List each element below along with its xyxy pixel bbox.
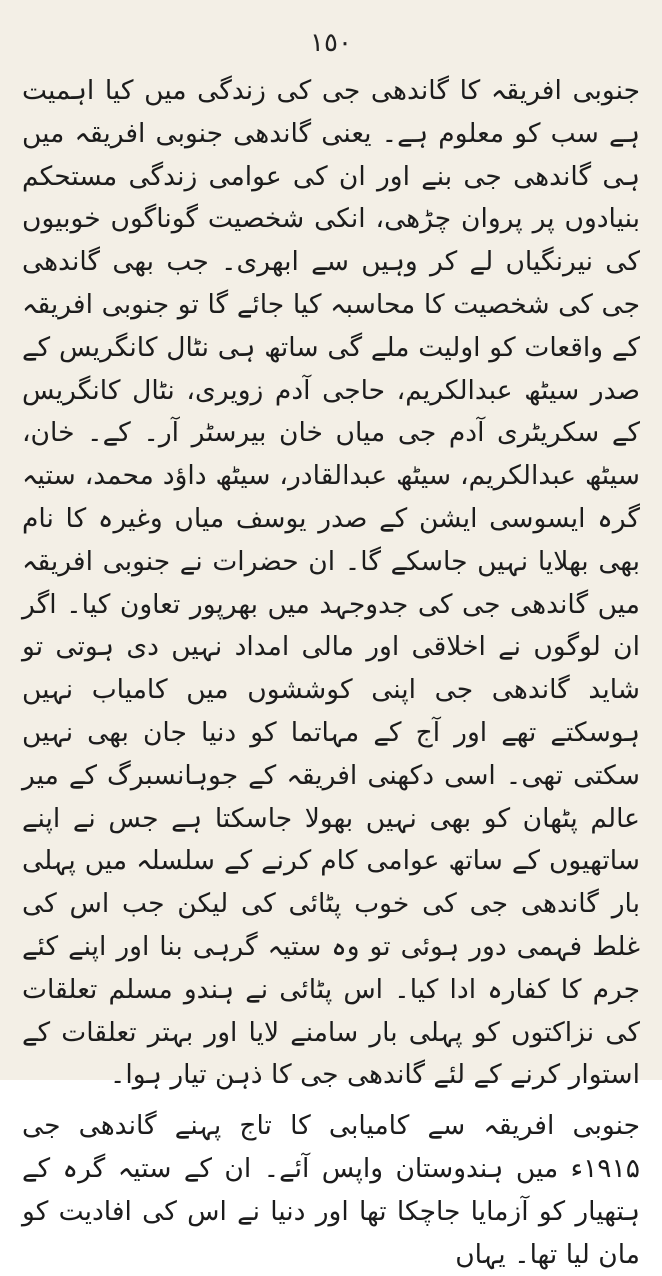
paragraph-1: جنوبی افریقہ کا گاندھی جی کی زندگی میں کیا اہمیت ہے سب کو معلوم ہے۔ یعنی گاندھی جنوبی افریقہ میں ہی گاندھی جی بنے اور ان کی عوامی زندگی مستحکم بنیادوں پر پروان چڑھی، انکی شخصیت گوناگوں خوبیوں کی نیرنگیاں لے کر وہیں سے ابھری۔ جب بھی گاندھی جی کی شخصیت کا محاسبہ کیا جائے گا تو جنوبی افریقہ کے واقعات کو اولیت ملے گی ساتھ ہی نٹال کانگریس کے صدر سیٹھ عبدالکریم، حاجی آدم زویری، نٹال کانگریس کے سکریٹری آدم جی میاں خان بیرسٹر آر۔ کے۔ خان، سیٹھ عبدالکریم، سیٹھ عبدالقادر، سیٹھ داؤد محمد، ستیہ گرہ ایسوسی ایشن کے صدر یوسف میاں وغیرہ کا نام بھی بھلایا نہیں جاسکے گا۔ ان حضرات نے جنوبی افریقہ میں گاندھی جی کی جدوجہد میں بھرپور تعاون کیا۔ اگر ان لوگوں نے اخلاقی اور مالی امداد نہیں دی ہوتی تو شاید گاندھی جی اپنی کوششوں میں کامیاب نہیں ہوسکتے تھے اور آج کے مہاتما کو دنیا جان بھی نہیں سکتی تھی۔ اسی دکھنی افریقہ کے جوہانسبرگ کے میر عالم پٹھان کو بھی نہیں بھولا جاسکتا ہے جس نے اپنے ساتھیوں کے ساتھ عوامی کام کرنے کے سلسلہ میں پہلی بار گاندھی جی کی خوب پٹائی کی لیکن جب اس کی غلط فہمی دور ہوئی تو وہ ستیہ گرہی بنا اور اپنے کئے جرم کا کفارہ ادا کیا۔ اس پٹائی نے ہندو مسلم تعلقات کی نزاکتوں کو پہلی بار سامنے لایا اور بہتر تعلقات کے استوار کرنے کے لئے گاندھی جی کا ذہن تیار ہوا۔ [22,75,640,1091]
page-number: ١٥٠ [310,28,352,58]
page-body-text [22,70,640,1276]
paragraph-2: جنوبی افریقہ سے کامیابی کا تاج پہنے گاندھی جی ۱۹۱۵ء میں ہندوستان واپس آئے۔ ان کے ستیہ گرہ کے ہتھیار کو آزمایا جاچکا تھا اور دنیا نے اس کی افادیت کو مان لیا تھا۔ یہاں [22,1110,640,1270]
